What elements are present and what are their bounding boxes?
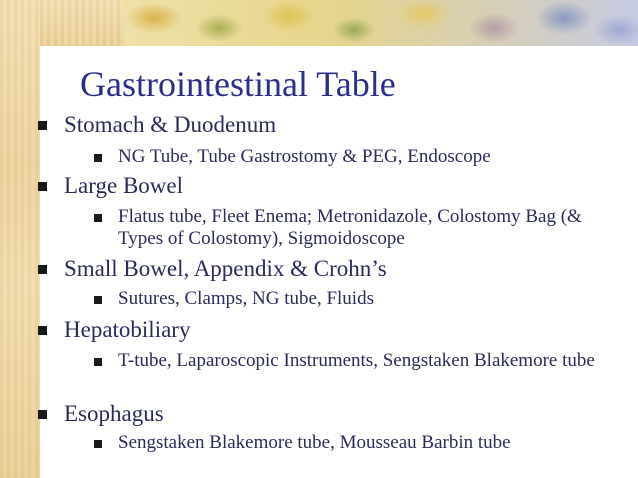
bullet-square-icon xyxy=(38,121,47,130)
slide-title: Gastrointestinal Table xyxy=(80,64,396,104)
section-item-stomach: NG Tube, Tube Gastrostomy & PEG, Endoscope xyxy=(118,146,491,167)
section-item-esophagus: Sengstaken Blakemore tube, Mousseau Barbin tube xyxy=(118,432,511,453)
bullet-square-icon xyxy=(38,265,47,274)
bullet-square-icon xyxy=(94,214,102,222)
bullet-square-icon xyxy=(94,358,102,366)
bullet-square-icon xyxy=(94,440,102,448)
section-heading-large-bowel: Large Bowel xyxy=(64,173,184,198)
bullet-square-icon xyxy=(94,296,102,304)
section-heading-stomach: Stomach & Duodenum xyxy=(64,112,277,137)
section-item-hepatobiliary: T-tube, Laparoscopic Instruments, Sengstaken Blakemore tube xyxy=(118,350,595,371)
bullet-square-icon xyxy=(38,182,47,191)
section-item-small-bowel: Sutures, Clamps, NG tube, Fluids xyxy=(118,288,374,309)
bullet-square-icon xyxy=(38,326,47,335)
bullet-square-icon xyxy=(94,154,102,162)
section-item-large-bowel: Flatus tube, Fleet Enema; Metronidazole, Colostomy Bag (& Types of Colostomy), Sigmoidoscope xyxy=(118,206,582,249)
section-heading-small-bowel: Small Bowel, Appendix & Crohn’s xyxy=(64,256,387,281)
section-heading-hepatobiliary: Hepatobiliary xyxy=(64,317,191,342)
section-heading-esophagus: Esophagus xyxy=(64,401,164,426)
bullet-square-icon xyxy=(38,410,47,419)
